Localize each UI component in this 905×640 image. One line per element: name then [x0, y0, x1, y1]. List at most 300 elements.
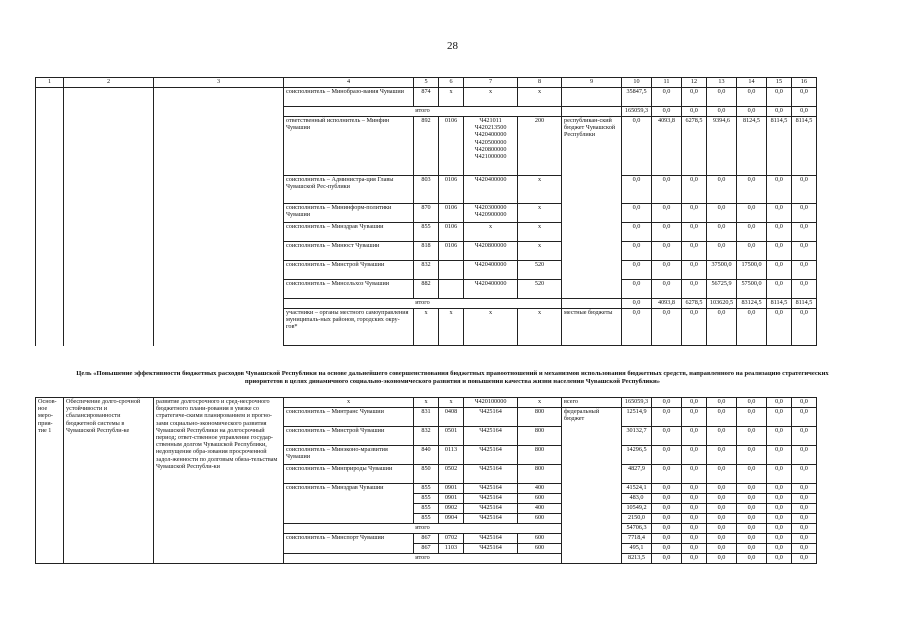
vr-cell: х: [518, 223, 562, 242]
value-cell: 0,0: [792, 534, 817, 544]
executor-cell: соисполнитель – Минздрав Чувашии: [284, 484, 414, 524]
vr-cell: 600: [518, 514, 562, 524]
value-cell: 56725,9: [707, 280, 737, 299]
value-cell: 0,0: [767, 484, 792, 494]
value-cell: 0,0: [792, 554, 817, 564]
value-cell: 0,0: [707, 408, 737, 427]
value-cell: 0,0: [737, 223, 767, 242]
rz-cell: х: [439, 398, 464, 408]
total-label: итого: [284, 107, 562, 117]
value-cell: 0,0: [652, 504, 682, 514]
executor-cell: соисполнитель – Минэконо-мразвития Чувашии: [284, 446, 414, 465]
value-cell: 0,0: [707, 204, 737, 223]
value-cell: 0,0: [767, 465, 792, 484]
activity-label: Основ-ное меро-прия-тие 1: [36, 398, 64, 564]
value-cell: 0,0: [737, 544, 767, 554]
value-cell: 0,0: [792, 309, 817, 346]
value-cell: 0,0: [652, 524, 682, 534]
total-label: итого: [284, 299, 562, 309]
value-cell: 10549,2: [622, 504, 652, 514]
rz-cell: [439, 261, 464, 280]
value-cell: 0,0: [707, 544, 737, 554]
value-cell: 0,0: [682, 427, 707, 446]
rz-cell: х: [439, 309, 464, 346]
vr-cell: 800: [518, 408, 562, 427]
value-cell: 0,0: [767, 261, 792, 280]
value-cell: 165059,3: [622, 398, 652, 408]
value-cell: 8114,5: [767, 299, 792, 309]
value-cell: 0,0: [767, 88, 792, 107]
csr-cell: Ч425164: [464, 408, 518, 427]
vr-cell: 600: [518, 494, 562, 504]
csr-cell: х: [464, 223, 518, 242]
value-cell: 0,0: [737, 408, 767, 427]
value-cell: 0,0: [652, 484, 682, 494]
column-number: 14: [737, 78, 767, 88]
value-cell: 483,0: [622, 494, 652, 504]
activity-description: развитие долгосрочного и сред-несрочного бюджетного плани-рования в увязке со стратегиче-скими планированием и прогно-зами социально-экономического развития Чувашской Республики на долгосрочный период; ответ-ственное управление государ-ственным долгом Чувашской Республики, недопущение обра-зования просроченной задол-женности по долговым обяза-тельствам Чувашской Республи-ки: [154, 398, 284, 564]
csr-cell: Ч425164: [464, 446, 518, 465]
rz-cell: 0904: [439, 514, 464, 524]
csr-cell: Ч425164: [464, 494, 518, 504]
value-cell: 0,0: [792, 524, 817, 534]
rz-cell: 1103: [439, 544, 464, 554]
column-number: 3: [154, 78, 284, 88]
vr-cell: 800: [518, 446, 562, 465]
value-cell: 0,0: [652, 309, 682, 346]
value-cell: 0,0: [767, 309, 792, 346]
column-number: 12: [682, 78, 707, 88]
grbs-cell: 831: [414, 408, 439, 427]
rz-cell: 0501: [439, 427, 464, 446]
value-cell: 0,0: [707, 107, 737, 117]
grbs-cell: 892: [414, 117, 439, 176]
value-cell: 0,0: [737, 534, 767, 544]
column-number: 2: [64, 78, 154, 88]
budget-table-top: [35, 77, 817, 346]
value-cell: 0,0: [767, 534, 792, 544]
vr-cell: 520: [518, 280, 562, 299]
value-cell: 0,0: [682, 242, 707, 261]
value-cell: 0,0: [652, 534, 682, 544]
csr-cell: Ч425164: [464, 427, 518, 446]
executor-cell: соисполнитель – Минюст Чувашии: [284, 242, 414, 261]
value-cell: 0,0: [792, 446, 817, 465]
column-number: 4: [284, 78, 414, 88]
value-cell: 0,0: [652, 494, 682, 504]
value-cell: 0,0: [682, 309, 707, 346]
value-cell: 0,0: [707, 446, 737, 465]
value-cell: 0,0: [767, 494, 792, 504]
csr-cell: Ч425164: [464, 504, 518, 514]
csr-cell: Ч420800000: [464, 242, 518, 261]
empty-cell: [36, 88, 64, 346]
rz-cell: 0702: [439, 534, 464, 544]
rz-cell: 0113: [439, 446, 464, 465]
value-cell: 0,0: [737, 524, 767, 534]
value-cell: 0,0: [652, 223, 682, 242]
value-cell: 0,0: [682, 534, 707, 544]
value-cell: 2150,0: [622, 514, 652, 524]
value-cell: 0,0: [767, 544, 792, 554]
value-cell: 0,0: [737, 494, 767, 504]
executor-cell: соисполнитель – Минздрав Чувашии: [284, 223, 414, 242]
source-cell: местные бюджеты: [562, 309, 622, 346]
value-cell: 0,0: [652, 408, 682, 427]
rz-cell: 0408: [439, 408, 464, 427]
value-cell: 0,0: [767, 223, 792, 242]
executor-cell: соисполнитель – Минприроды Чувашии: [284, 465, 414, 484]
vr-cell: 800: [518, 465, 562, 484]
grbs-cell: 818: [414, 242, 439, 261]
value-cell: 0,0: [767, 446, 792, 465]
column-number: 13: [707, 78, 737, 88]
value-cell: 0,0: [737, 242, 767, 261]
value-cell: 0,0: [682, 514, 707, 524]
value-cell: 0,0: [707, 524, 737, 534]
value-cell: 0,0: [622, 242, 652, 261]
vr-cell: 400: [518, 504, 562, 514]
value-cell: 14296,5: [622, 446, 652, 465]
value-cell: 0,0: [682, 484, 707, 494]
column-number: 11: [652, 78, 682, 88]
value-cell: 0,0: [737, 504, 767, 514]
rz-cell: 0106: [439, 117, 464, 176]
value-cell: 4093,8: [652, 299, 682, 309]
source-cell: [562, 107, 622, 117]
value-cell: 30132,7: [622, 427, 652, 446]
value-cell: 9394,6: [707, 117, 737, 176]
value-cell: 35847,5: [622, 88, 652, 107]
rz-cell: 0106: [439, 223, 464, 242]
value-cell: 17500,0: [737, 261, 767, 280]
grbs-cell: 855: [414, 494, 439, 504]
value-cell: 0,0: [737, 554, 767, 564]
rz-cell: 0902: [439, 504, 464, 514]
grbs-cell: 855: [414, 504, 439, 514]
executor-cell: соисполнитель – Минстрой Чувашии: [284, 427, 414, 446]
vr-cell: 600: [518, 544, 562, 554]
column-number: 16: [792, 78, 817, 88]
value-cell: 6278,5: [682, 299, 707, 309]
csr-cell: Ч425164: [464, 514, 518, 524]
value-cell: 0,0: [767, 504, 792, 514]
value-cell: 83124,5: [737, 299, 767, 309]
value-cell: 0,0: [652, 446, 682, 465]
rz-cell: х: [439, 88, 464, 107]
value-cell: 0,0: [767, 524, 792, 534]
vr-cell: х: [518, 309, 562, 346]
grbs-cell: 803: [414, 176, 439, 204]
grbs-cell: 870: [414, 204, 439, 223]
value-cell: 0,0: [792, 514, 817, 524]
column-number: 9: [562, 78, 622, 88]
value-cell: 0,0: [737, 514, 767, 524]
grbs-cell: 874: [414, 88, 439, 107]
value-cell: 8114,5: [792, 117, 817, 176]
rz-cell: 0901: [439, 494, 464, 504]
executor-cell: соисполнитель – Мининформ-политики Чувашии: [284, 204, 414, 223]
value-cell: 0,0: [737, 465, 767, 484]
empty-cell: [154, 88, 284, 346]
value-cell: 0,0: [652, 465, 682, 484]
value-cell: 0,0: [767, 554, 792, 564]
column-number: 1: [36, 78, 64, 88]
vr-cell: 600: [518, 534, 562, 544]
value-cell: 0,0: [707, 88, 737, 107]
grbs-cell: 855: [414, 223, 439, 242]
value-cell: 0,0: [767, 427, 792, 446]
grbs-cell: 855: [414, 514, 439, 524]
vr-cell: х: [518, 204, 562, 223]
column-number: 8: [518, 78, 562, 88]
value-cell: 0,0: [682, 204, 707, 223]
executor-cell: соисполнитель – Администра-ция Главы Чувашской Рес-публики: [284, 176, 414, 204]
source-cell: всего: [562, 398, 622, 408]
value-cell: 0,0: [707, 504, 737, 514]
column-number: 10: [622, 78, 652, 88]
csr-cell: Ч420400000: [464, 261, 518, 280]
total-label: итого: [284, 524, 562, 534]
source-cell: республикан-ский бюджет Чувашской Республики: [562, 117, 622, 299]
value-cell: 0,0: [792, 223, 817, 242]
value-cell: 0,0: [682, 504, 707, 514]
value-cell: 0,0: [767, 514, 792, 524]
value-cell: 12514,9: [622, 408, 652, 427]
value-cell: 0,0: [707, 484, 737, 494]
csr-cell: Ч425164: [464, 544, 518, 554]
value-cell: 0,0: [707, 494, 737, 504]
value-cell: 0,0: [737, 446, 767, 465]
value-cell: 0,0: [792, 107, 817, 117]
vr-cell: 520: [518, 261, 562, 280]
vr-cell: 800: [518, 427, 562, 446]
value-cell: 0,0: [737, 88, 767, 107]
value-cell: 0,0: [767, 280, 792, 299]
value-cell: 4827,9: [622, 465, 652, 484]
activity-name: Обеспечение долго-срочной устойчивости и сбалансированности бюджетной системы в Чувашской Республи-ке: [64, 398, 154, 564]
value-cell: 57500,0: [737, 280, 767, 299]
value-cell: 0,0: [622, 204, 652, 223]
value-cell: 8124,5: [737, 117, 767, 176]
value-cell: 0,0: [707, 465, 737, 484]
csr-cell: Ч420100000: [464, 398, 518, 408]
value-cell: 0,0: [707, 554, 737, 564]
csr-cell: Ч420400000: [464, 280, 518, 299]
value-cell: 103620,5: [707, 299, 737, 309]
value-cell: 0,0: [767, 204, 792, 223]
value-cell: 0,0: [652, 242, 682, 261]
vr-cell: 400: [518, 484, 562, 494]
column-number: 5: [414, 78, 439, 88]
value-cell: 0,0: [792, 484, 817, 494]
source-cell: [562, 299, 622, 309]
value-cell: 0,0: [707, 309, 737, 346]
value-cell: 0,0: [682, 280, 707, 299]
value-cell: 0,0: [792, 544, 817, 554]
total-label: итого: [284, 554, 562, 564]
goal-heading: Цель «Повышение эффективности бюджетных расходов Чувашской Республики на основе дальнейшего совершенствования бюджетных правоотношений и механизмов использования бюджетных средств, направленного на реализацию стратегических приоритетов в целях динамичного социально-экономического развития и повышения качества жизни населения Чувашской Республики»: [76, 370, 829, 385]
rz-cell: 0106: [439, 176, 464, 204]
value-cell: 0,0: [652, 107, 682, 117]
csr-cell: Ч425164: [464, 484, 518, 494]
empty-cell: [64, 88, 154, 346]
value-cell: 0,0: [792, 176, 817, 204]
value-cell: 0,0: [622, 299, 652, 309]
value-cell: 0,0: [792, 242, 817, 261]
rz-cell: 0901: [439, 484, 464, 494]
csr-cell: Ч425164: [464, 465, 518, 484]
vr-cell: х: [518, 242, 562, 261]
value-cell: 6278,5: [682, 117, 707, 176]
value-cell: 0,0: [622, 176, 652, 204]
value-cell: 0,0: [707, 427, 737, 446]
value-cell: 0,0: [652, 280, 682, 299]
value-cell: 0,0: [707, 223, 737, 242]
rz-cell: [439, 280, 464, 299]
grbs-cell: 832: [414, 427, 439, 446]
value-cell: 0,0: [622, 117, 652, 176]
value-cell: 0,0: [707, 534, 737, 544]
grbs-cell: 832: [414, 261, 439, 280]
executor-cell: участники – органы местного самоуправления муниципаль-ных районов, городских окру-гов*: [284, 309, 414, 346]
executor-cell: соисполнитель – Минсельхоз Чувашии: [284, 280, 414, 299]
value-cell: 0,0: [707, 176, 737, 204]
value-cell: 4093,8: [652, 117, 682, 176]
csr-cell: Ч420400000: [464, 176, 518, 204]
value-cell: 0,0: [737, 484, 767, 494]
value-cell: 0,0: [792, 88, 817, 107]
grbs-cell: 850: [414, 465, 439, 484]
value-cell: 0,0: [652, 398, 682, 408]
value-cell: 0,0: [792, 427, 817, 446]
vr-cell: х: [518, 398, 562, 408]
grbs-cell: х: [414, 309, 439, 346]
value-cell: 0,0: [682, 554, 707, 564]
value-cell: 54706,3: [622, 524, 652, 534]
grbs-cell: 867: [414, 534, 439, 544]
column-number: 7: [464, 78, 518, 88]
value-cell: 0,0: [767, 242, 792, 261]
value-cell: 0,0: [622, 223, 652, 242]
value-cell: 0,0: [652, 544, 682, 554]
executor-cell: ответственный исполнитель – Минфин Чувашии: [284, 117, 414, 176]
value-cell: 0,0: [682, 107, 707, 117]
grbs-cell: 882: [414, 280, 439, 299]
value-cell: 0,0: [767, 398, 792, 408]
value-cell: 37500,0: [707, 261, 737, 280]
value-cell: 0,0: [792, 504, 817, 514]
value-cell: 0,0: [682, 176, 707, 204]
value-cell: 0,0: [652, 176, 682, 204]
executor-cell: соисполнитель – Минобразо-вания Чувашии: [284, 88, 414, 107]
value-cell: 0,0: [792, 280, 817, 299]
rz-cell: 0502: [439, 465, 464, 484]
value-cell: 0,0: [707, 242, 737, 261]
value-cell: 0,0: [792, 261, 817, 280]
value-cell: 0,0: [682, 524, 707, 534]
value-cell: 0,0: [767, 408, 792, 427]
value-cell: 0,0: [652, 204, 682, 223]
value-cell: 0,0: [767, 176, 792, 204]
value-cell: 0,0: [707, 514, 737, 524]
table-row: [36, 88, 817, 107]
vr-cell: х: [518, 88, 562, 107]
value-cell: 0,0: [682, 223, 707, 242]
csr-cell: х: [464, 309, 518, 346]
executor-cell: соисполнитель – Минспорт Чувашии: [284, 534, 414, 554]
csr-cell: Ч421011 Ч420213500 Ч420400000 Ч420500000 Ч420800000 Ч421000000: [464, 117, 518, 176]
rz-cell: 0106: [439, 242, 464, 261]
value-cell: 0,0: [652, 427, 682, 446]
value-cell: 0,0: [682, 88, 707, 107]
source-cell: [562, 88, 622, 107]
value-cell: 165059,3: [622, 107, 652, 117]
value-cell: 0,0: [682, 494, 707, 504]
value-cell: 495,1: [622, 544, 652, 554]
csr-cell: Ч420300000 Ч420900000: [464, 204, 518, 223]
value-cell: 0,0: [767, 107, 792, 117]
value-cell: 0,0: [737, 427, 767, 446]
value-cell: 8114,5: [767, 117, 792, 176]
value-cell: 0,0: [737, 204, 767, 223]
value-cell: 0,0: [682, 408, 707, 427]
grbs-cell: 855: [414, 484, 439, 494]
value-cell: 0,0: [737, 107, 767, 117]
executor-cell: соисполнитель – Минстрой Чувашии: [284, 261, 414, 280]
column-number-row: [36, 78, 817, 88]
executor-cell: соисполнитель – Минтранс Чувашии: [284, 408, 414, 427]
value-cell: 8213,5: [622, 554, 652, 564]
value-cell: 0,0: [792, 204, 817, 223]
rz-cell: 0106: [439, 204, 464, 223]
value-cell: 0,0: [792, 408, 817, 427]
value-cell: 0,0: [792, 494, 817, 504]
value-cell: 0,0: [792, 465, 817, 484]
grbs-cell: 840: [414, 446, 439, 465]
csr-cell: х: [464, 88, 518, 107]
page-number: 28: [447, 40, 458, 52]
value-cell: 0,0: [682, 261, 707, 280]
value-cell: 0,0: [652, 88, 682, 107]
value-cell: 0,0: [652, 261, 682, 280]
value-cell: 0,0: [737, 309, 767, 346]
grbs-cell: х: [414, 398, 439, 408]
column-number: 15: [767, 78, 792, 88]
value-cell: 41524,1: [622, 484, 652, 494]
value-cell: 0,0: [652, 514, 682, 524]
value-cell: 0,0: [682, 465, 707, 484]
value-cell: 0,0: [652, 554, 682, 564]
value-cell: 0,0: [622, 309, 652, 346]
executor-cell: х: [284, 398, 414, 408]
value-cell: 0,0: [622, 280, 652, 299]
value-cell: 0,0: [682, 544, 707, 554]
source-cell: федеральный бюджет: [562, 408, 622, 564]
csr-cell: Ч425164: [464, 534, 518, 544]
column-number: 6: [439, 78, 464, 88]
grbs-cell: 867: [414, 544, 439, 554]
value-cell: 0,0: [682, 398, 707, 408]
value-cell: 0,0: [792, 398, 817, 408]
value-cell: 0,0: [707, 398, 737, 408]
vr-cell: х: [518, 176, 562, 204]
table-row: [36, 398, 817, 408]
value-cell: 0,0: [682, 446, 707, 465]
value-cell: 0,0: [737, 176, 767, 204]
budget-table-bottom: [35, 397, 817, 564]
value-cell: 7718,4: [622, 534, 652, 544]
